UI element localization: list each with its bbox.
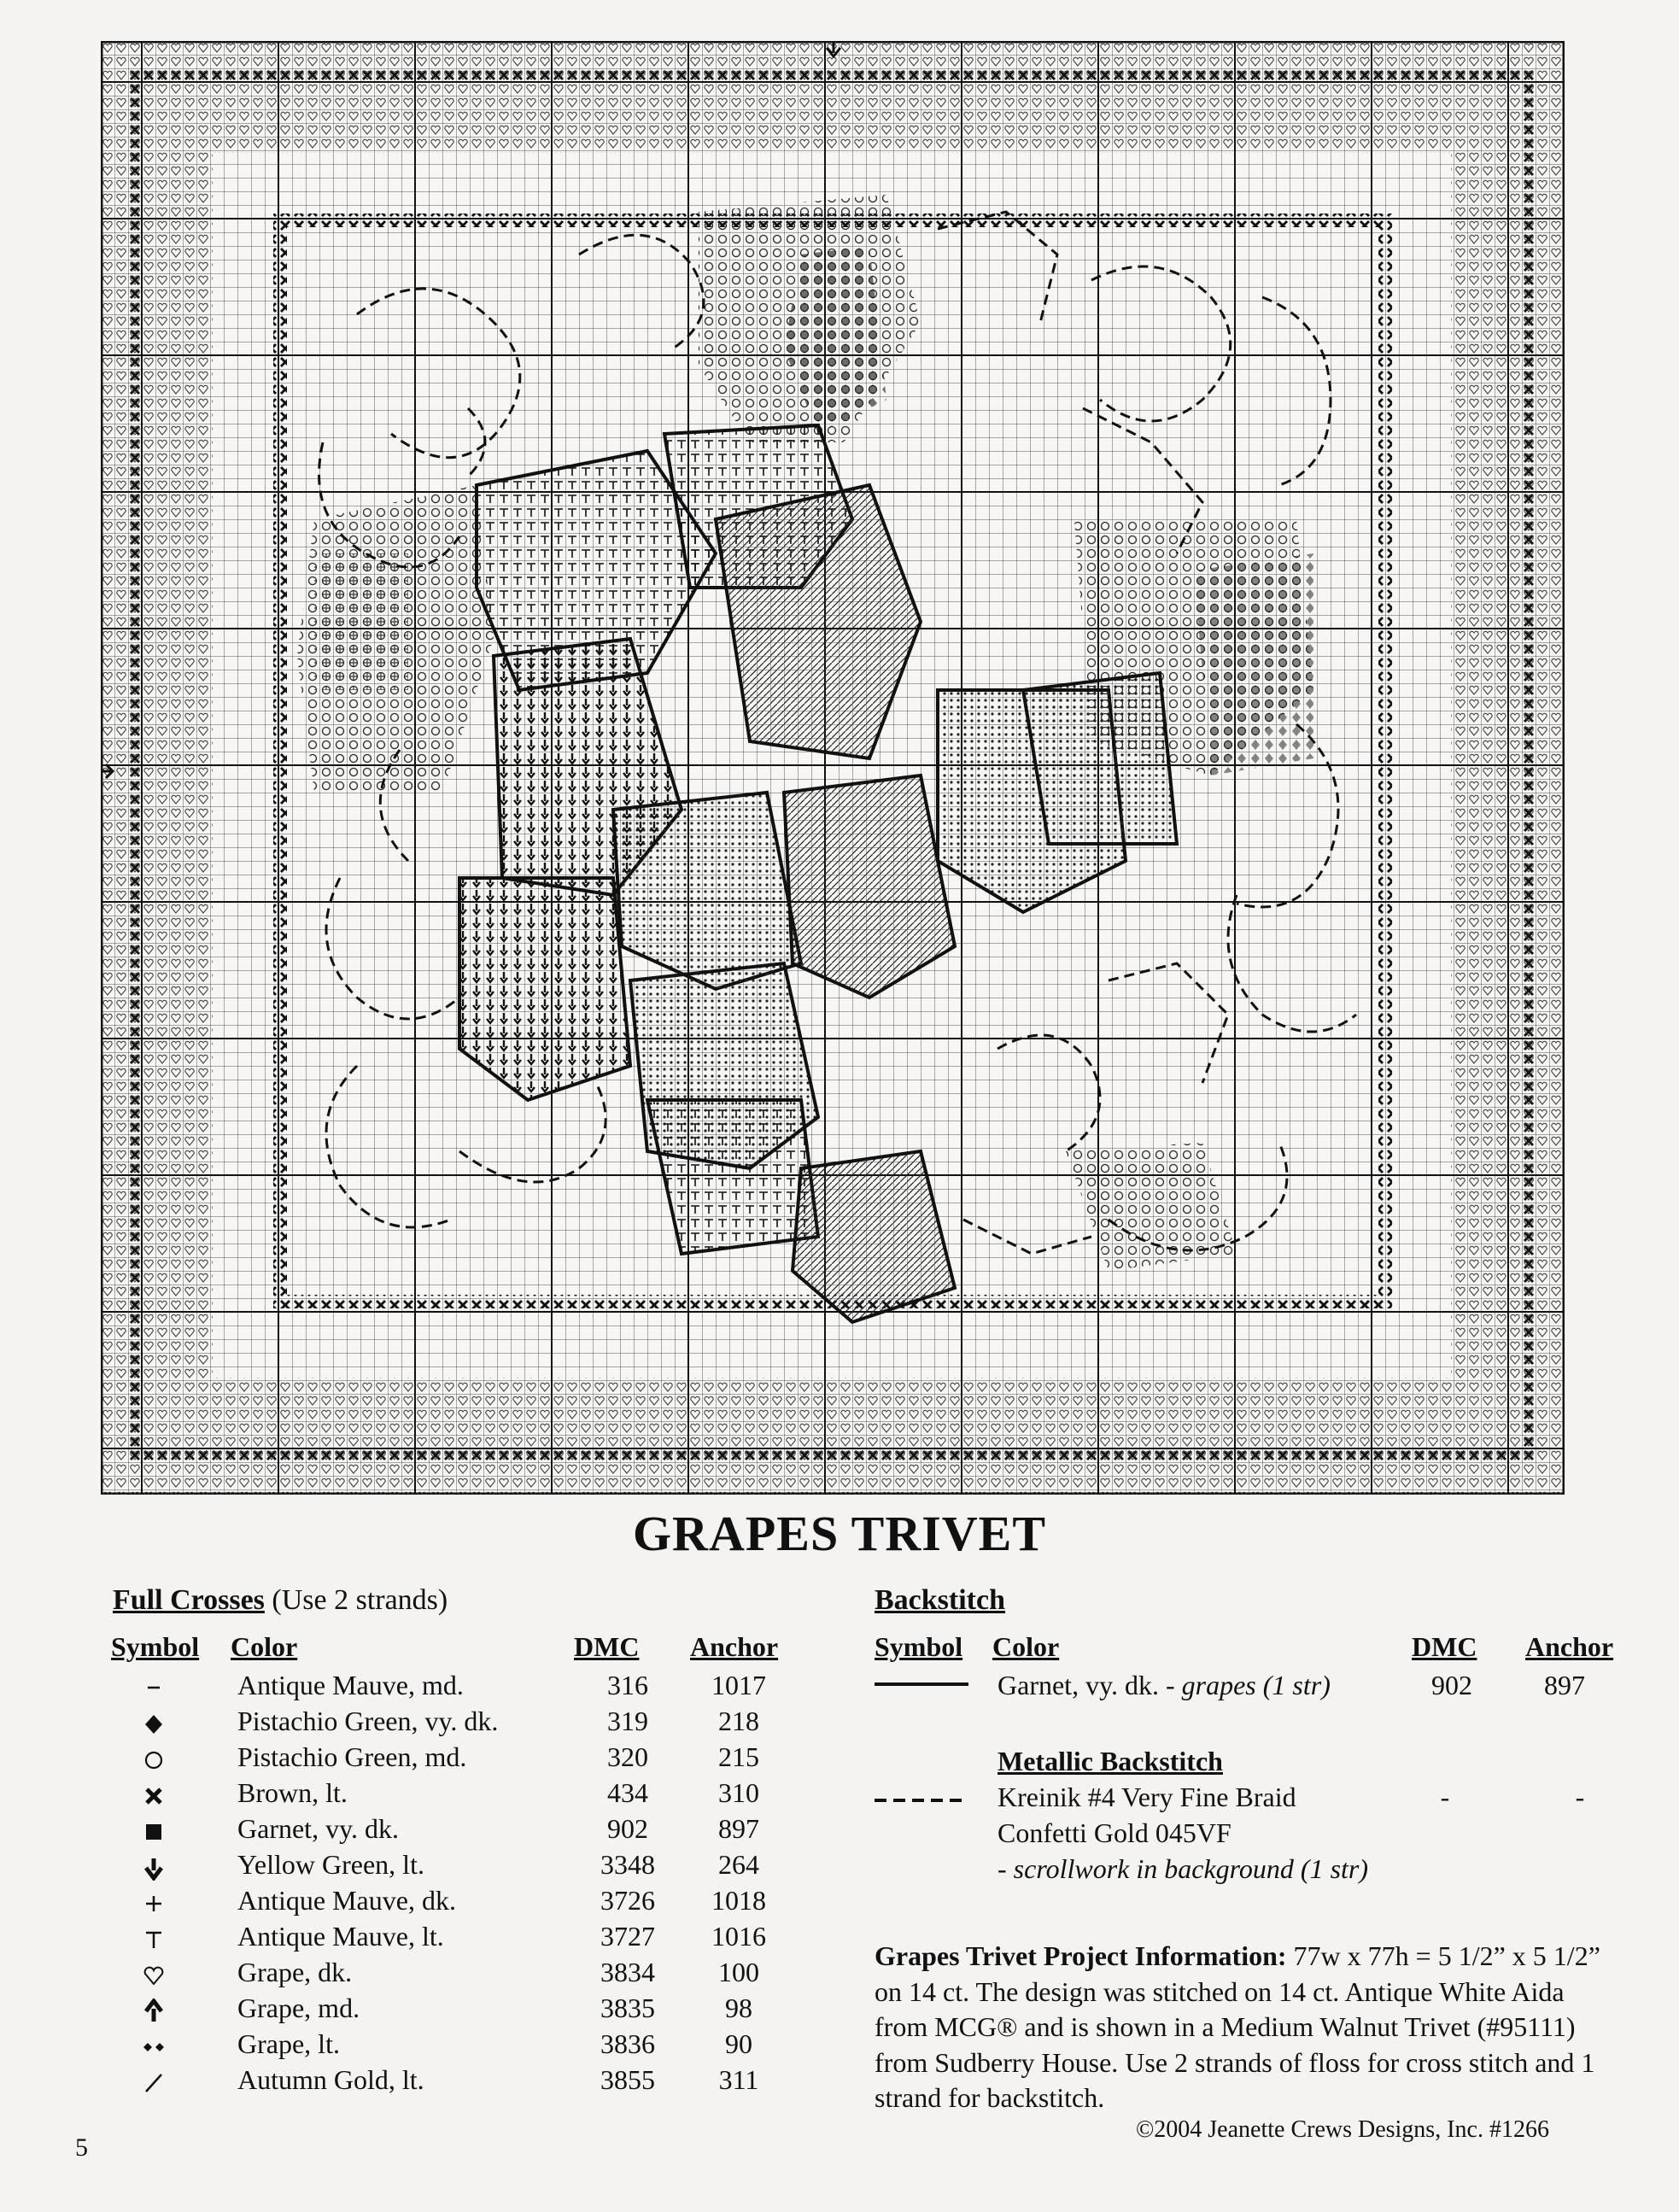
plus-icon	[111, 1885, 196, 1916]
legend-row	[111, 2028, 820, 2064]
bs-col-symbol: Symbol	[875, 1631, 963, 1662]
copyright: ©2004 Jeanette Crews Designs, Inc. #1266	[1136, 2116, 1549, 2143]
bs-col-color: Color	[992, 1631, 1060, 1662]
legend-color: Pistachio Green, vy. dk.	[237, 1706, 499, 1736]
fc-col-anchor: Anchor	[690, 1631, 779, 1662]
legend-anchor: 98	[725, 1993, 752, 2023]
circle-icon	[111, 1741, 196, 1773]
legend-dmc: 3835	[600, 1993, 655, 2023]
legend-row	[111, 2064, 820, 2100]
legend-dmc: 319	[607, 1706, 648, 1736]
leaf-left-pluses	[314, 553, 408, 690]
legend-dmc: 3726	[600, 1885, 655, 1916]
legend-dmc: 902	[607, 1813, 648, 1844]
legend-row	[111, 1813, 820, 1849]
legend-dmc: 3855	[600, 2064, 655, 2095]
metallic-line3: - scrollwork in background (1 str)	[997, 1853, 1369, 1884]
backstitch-heading: Backstitch	[875, 1584, 1005, 1616]
legend-dmc: 3834	[600, 1957, 655, 1987]
tee-icon	[111, 1921, 196, 1952]
project-info-text: 77w x 77h = 5 1/2” x 5 1/2” on 14 ct. The design was stitched on 14 ct. Antique White Aida from MCG® and is shown in a Medium Walnut Trivet (#95111) from Sudberry House. Use 2 strands of floss for cross stitch and 1 strand for backstitch.	[875, 1940, 1600, 2114]
full-crosses-title: Full Crosses	[113, 1584, 265, 1616]
arrow-down-icon	[111, 1849, 196, 1881]
legend-color: Antique Mauve, lt.	[237, 1921, 444, 1952]
heart-icon	[111, 1957, 196, 1988]
slash-icon	[111, 2064, 196, 2096]
legend-dmc: 3836	[600, 2028, 655, 2059]
legend-anchor: 310	[718, 1777, 759, 1808]
legend-anchor: 1016	[711, 1921, 766, 1952]
double-diamond-icon	[111, 2028, 196, 2060]
legend-row	[111, 1849, 820, 1885]
legend-row	[111, 1993, 820, 2028]
legend-anchor: 1018	[711, 1885, 766, 1916]
x-mark-icon	[111, 1777, 196, 1809]
legend-color: Brown, lt.	[237, 1777, 348, 1808]
metallic-anchor: -	[1575, 1782, 1585, 1812]
legend-row	[111, 1706, 820, 1741]
grape-lower-left	[459, 878, 630, 1100]
metallic-line2: Confetti Gold 045VF	[997, 1817, 1231, 1848]
full-crosses-heading	[113, 1584, 448, 1617]
legend-color: Grape, md.	[237, 1993, 360, 2023]
bs-col-dmc: DMC	[1412, 1631, 1477, 1662]
legend-anchor: 218	[718, 1706, 759, 1736]
legend-anchor: 311	[718, 2064, 759, 2095]
legend-color: Autumn Gold, lt.	[237, 2064, 424, 2095]
legend-color: Pistachio Green, md.	[237, 1741, 467, 1772]
backstitch-dmc: 902	[1431, 1670, 1472, 1700]
backstitch-anchor: 897	[1544, 1670, 1585, 1700]
legend-dmc: 434	[607, 1777, 648, 1808]
legend-row	[111, 1885, 820, 1921]
diamond-icon	[111, 1706, 196, 1737]
fc-col-color: Color	[231, 1631, 298, 1662]
legend-color: Yellow Green, lt.	[237, 1849, 424, 1880]
project-info-label: Grapes Trivet Project Information:	[875, 1940, 1287, 1971]
legend-row	[111, 1777, 820, 1813]
cross-stitch-chart	[101, 41, 1565, 1495]
legend-anchor: 1017	[711, 1670, 766, 1700]
fc-col-dmc: DMC	[574, 1631, 640, 1662]
bs-col-anchor: Anchor	[1525, 1631, 1614, 1662]
solid-backstitch-line-icon	[875, 1681, 968, 1688]
page-number: 5	[75, 2133, 88, 2162]
full-crosses-note: (Use 2 strands)	[272, 1584, 448, 1616]
legend-row	[111, 1921, 820, 1957]
dash-icon	[111, 1670, 196, 1701]
metallic-dmc: -	[1440, 1782, 1450, 1812]
dashed-backstitch-line-icon	[875, 1797, 968, 1804]
legend-color: Garnet, vy. dk.	[237, 1813, 399, 1844]
square-icon	[111, 1813, 196, 1845]
leaf-right-diamonds	[1194, 553, 1313, 775]
grape-far-right	[1023, 673, 1177, 844]
legend-anchor: 897	[718, 1813, 759, 1844]
legend-dmc: 320	[607, 1741, 648, 1772]
metallic-line1: Kreinik #4 Very Fine Braid	[997, 1782, 1296, 1812]
backstitch-usage: - grapes (1 str)	[1165, 1670, 1331, 1700]
legend-dmc: 316	[607, 1670, 648, 1700]
fc-col-symbol: Symbol	[111, 1631, 200, 1662]
legend-anchor: 264	[718, 1849, 759, 1880]
legend-row	[111, 1741, 820, 1777]
legend-anchor: 90	[725, 2028, 752, 2059]
arrow-up-icon	[111, 1993, 196, 2024]
legend-row	[111, 1670, 820, 1706]
backstitch-color-name: Garnet, vy. dk.	[997, 1670, 1159, 1700]
metallic-backstitch-heading: Metallic Backstitch	[997, 1746, 1223, 1776]
legend-anchor: 215	[718, 1741, 759, 1772]
legend-row	[111, 1957, 820, 1993]
legend-color: Antique Mauve, md.	[237, 1670, 464, 1700]
legend-color: Grape, dk.	[237, 1957, 353, 1987]
legend-color: Antique Mauve, dk.	[237, 1885, 456, 1916]
backstitch-line-color	[997, 1670, 1331, 1701]
page-title: GRAPES TRIVET	[632, 1506, 1047, 1561]
legend-color: Grape, lt.	[237, 2028, 340, 2059]
legend-dmc: 3348	[600, 1849, 655, 1880]
legend-dmc: 3727	[600, 1921, 655, 1952]
project-information	[875, 1939, 1609, 2116]
legend-anchor: 100	[718, 1957, 759, 1987]
